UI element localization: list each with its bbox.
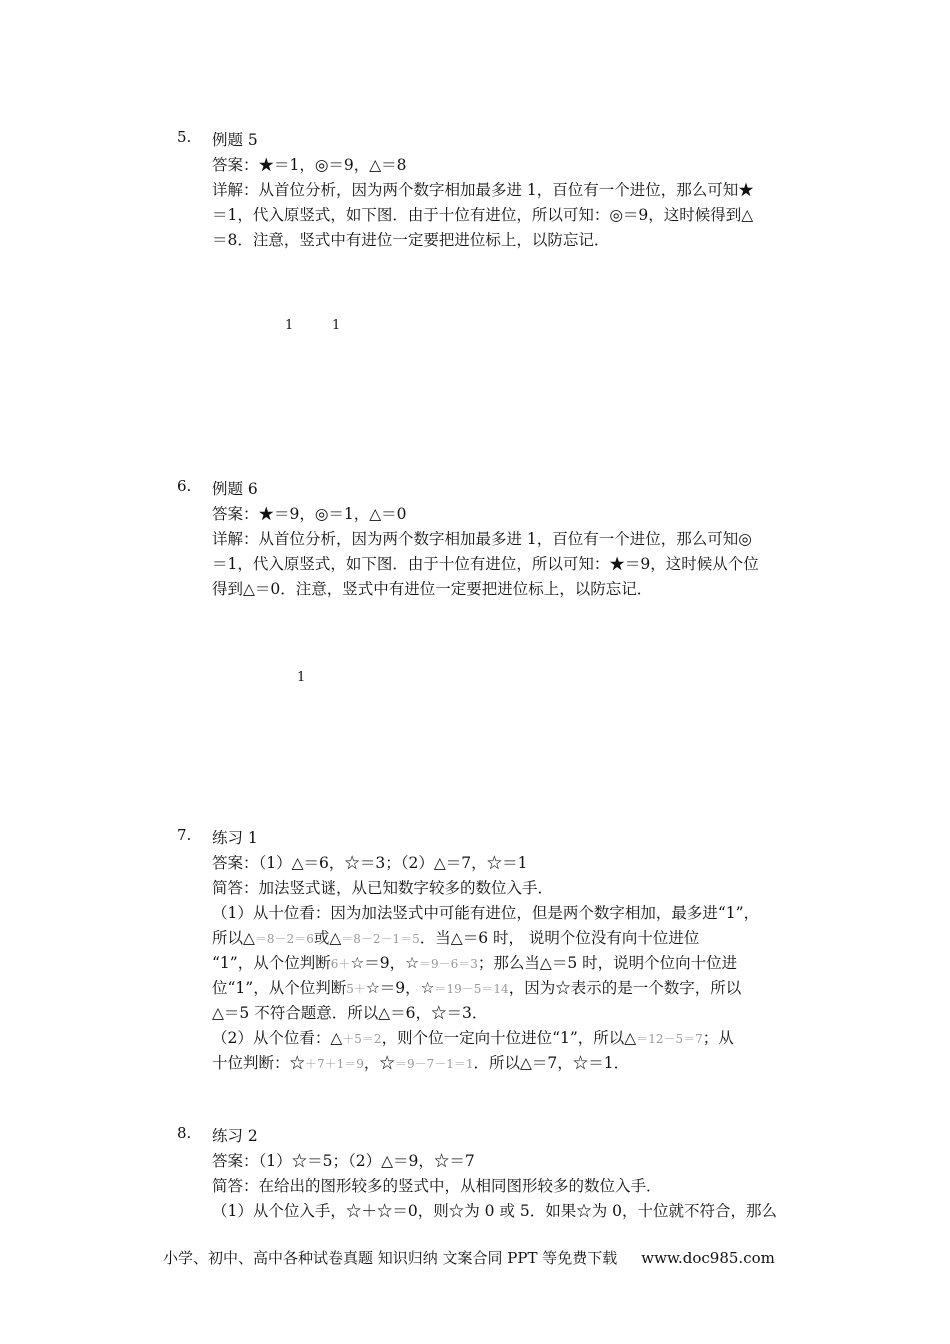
- summary-line: 简答：加法竖式谜，从已知数字较多的数位入手．: [212, 879, 554, 897]
- carry-mark: 1: [285, 318, 294, 333]
- text: ．所以△＝7，☆＝1．: [473, 1054, 630, 1072]
- text: ☆＝9，☆: [350, 954, 420, 972]
- explanation-line: （1）从个位入手，☆＋☆＝0，则☆为 0 或 5．如果☆为 0，十位就不符合，那么: [212, 1202, 778, 1220]
- explanation-line: [212, 951, 737, 973]
- equation: ＋5＝2: [342, 1032, 382, 1046]
- equation: ＝8－2－1＝5: [341, 932, 420, 946]
- equation: ＝8－2＝6: [254, 932, 314, 946]
- text: 位“1”，从个位判断: [212, 979, 347, 997]
- explanation-line: △＝5 不符合题意．所以△＝6，☆＝3．: [212, 1004, 488, 1022]
- equation: 6＋: [330, 957, 351, 971]
- explanation-line: ＝1，代入原竖式，如下图．由于十位有进位，所以可知：◎＝9，这时候得到△: [212, 206, 754, 224]
- footer-text: 小学、初中、高中各种试卷真题 知识归纳 文案合同 PPT 等免费下载: [163, 1249, 618, 1267]
- text: （2）从个位看：△: [212, 1029, 343, 1047]
- explanation-line: 详解：从首位分析，因为两个数字相加最多进 1，百位有一个进位，那么可知◎: [212, 530, 752, 548]
- text: ☆＝9，☆: [365, 979, 435, 997]
- item-title: 例题 6: [212, 480, 258, 498]
- explanation-line: 得到△＝0．注意，竖式中有进位一定要把进位标上，以防忘记．: [212, 580, 653, 598]
- equation: ＝19－5＝14: [434, 982, 509, 996]
- equation: ＝12－5＝7: [636, 1032, 703, 1046]
- explanation-line: ＝1，代入原竖式，如下图．由于十位有进位，所以可知：★＝9，这时候从个位: [212, 555, 759, 573]
- text: 或△: [313, 929, 342, 947]
- text: ；那么当△＝5 时，说明个位向十位进: [477, 954, 738, 972]
- item-number: 7.: [177, 826, 192, 844]
- equation: ＋7＋1＝9: [305, 1057, 364, 1071]
- carry-mark: 1: [332, 318, 341, 333]
- equation: 5＋: [346, 982, 366, 996]
- answer-line: 答案：★＝9，◎＝1，△＝0: [212, 505, 407, 523]
- item-number: 6.: [177, 477, 192, 495]
- item-title: 例题 5: [212, 131, 258, 149]
- text: ，因为☆表示的是一个数字，所以: [508, 979, 742, 997]
- carry-mark: 1: [297, 670, 306, 685]
- explanation-line: （1）从十位看：因为加法竖式中可能有进位，但是两个数字相加，最多进“1”，: [212, 904, 760, 922]
- text: ．当△＝6 时， 说明个位没有向十位进位: [419, 929, 700, 947]
- text: 所以△: [212, 929, 255, 947]
- item-number: 8.: [177, 1124, 192, 1142]
- item-title: 练习 2: [212, 1127, 258, 1145]
- text: “1”，从个位判断: [212, 954, 331, 972]
- item-title: 练习 1: [212, 829, 258, 847]
- answer-line: 答案：（1）△＝6，☆＝3；（2）△＝7，☆＝1: [212, 854, 528, 872]
- answer-line: 答案：（1）☆＝5；（2）△＝9，☆＝7: [212, 1152, 475, 1170]
- summary-line: 简答：在给出的图形较多的竖式中，从相同图形较多的数位入手．: [212, 1177, 662, 1195]
- explanation-line: 详解：从首位分析，因为两个数字相加最多进 1，百位有一个进位，那么可知★: [212, 181, 754, 199]
- item-number: 5.: [177, 128, 192, 146]
- page-footer: [163, 1247, 775, 1268]
- text: ，☆: [363, 1054, 395, 1072]
- text: 十位判断：☆: [212, 1054, 306, 1072]
- explanation-line: ＝8．注意，竖式中有进位一定要把进位标上，以防忘记．: [212, 231, 610, 249]
- text: ；从: [702, 1029, 734, 1047]
- footer-url[interactable]: www.doc985.com: [641, 1249, 775, 1267]
- explanation-line: [212, 1026, 734, 1048]
- equation: ＝9－7－1＝1: [394, 1057, 474, 1071]
- explanation-line: [212, 926, 699, 948]
- text: ，则个位一定向十位进位“1”，所以△: [381, 1029, 637, 1047]
- equation: ＝9－6＝3: [419, 957, 478, 971]
- answer-line: 答案：★＝1，◎＝9，△＝8: [212, 156, 407, 174]
- explanation-line: [212, 976, 741, 998]
- explanation-line: [212, 1051, 629, 1073]
